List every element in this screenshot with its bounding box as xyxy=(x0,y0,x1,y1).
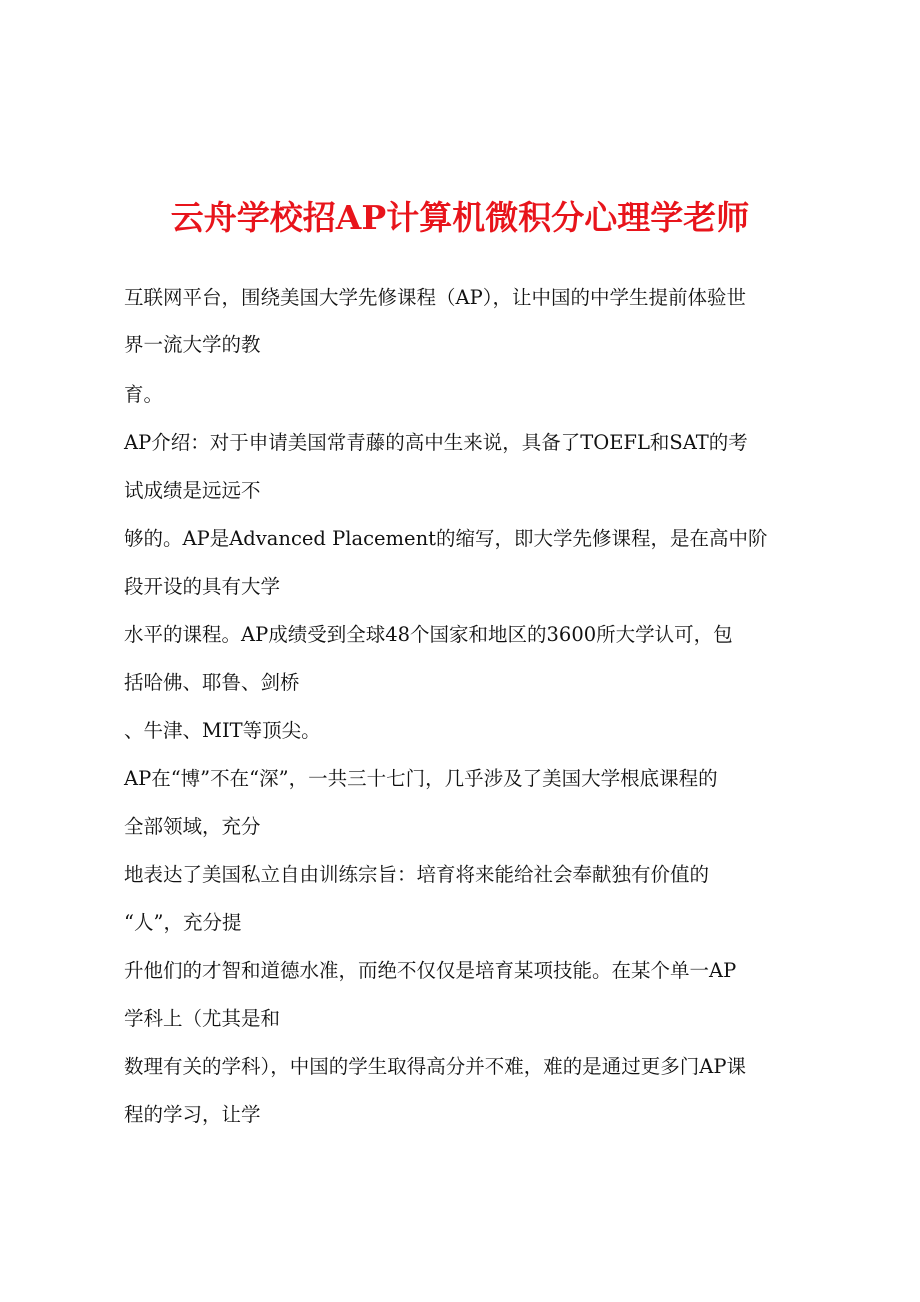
text-line: 学科上（尤其是和 xyxy=(124,1007,281,1030)
text-line: “人”，充分提 xyxy=(124,911,242,934)
text-line: AP在“博”不在“深”，一共三十七门，几乎涉及了美国大学根底课程的 xyxy=(124,767,718,790)
text-line: 试成绩是远远不 xyxy=(124,479,261,502)
text-line: 够的。AP是Advanced Placement的缩写，即大学先修课程，是在高中阶 xyxy=(124,527,768,550)
text-line: 育。 xyxy=(124,383,164,406)
text-line: 升他们的才智和道德水准，而绝不仅仅是培育某项技能。在某个单一AP xyxy=(124,959,737,982)
text-line: 程的学习，让学 xyxy=(124,1103,261,1126)
document-title: 云舟学校招AP计算机微积分心理学老师 xyxy=(170,198,750,237)
text-line: 段开设的具有大学 xyxy=(124,575,281,598)
text-line: 全部领域，充分 xyxy=(124,815,261,838)
text-line: 括哈佛、耶鲁、剑桥 xyxy=(124,671,300,694)
text-line: 、牛津、MIT等顶尖。 xyxy=(124,719,321,742)
text-line: 地表达了美国私立自由训练宗旨：培育将来能给社会奉献独有价值的 xyxy=(124,863,710,886)
text-line: 水平的课程。AP成绩受到全球48个国家和地区的3600所大学认可，包 xyxy=(124,623,733,646)
text-line: 互联网平台，围绕美国大学先修课程（AP），让中国的中学生提前体验世 xyxy=(124,286,746,309)
text-line: 界一流大学的教 xyxy=(124,333,261,356)
text-line: AP介绍：对于申请美国常青藤的高中生来说，具备了TOEFL和SAT的考 xyxy=(124,431,748,454)
text-line: 数理有关的学科），中国的学生取得高分并不难，难的是通过更多门AP课 xyxy=(124,1055,746,1078)
